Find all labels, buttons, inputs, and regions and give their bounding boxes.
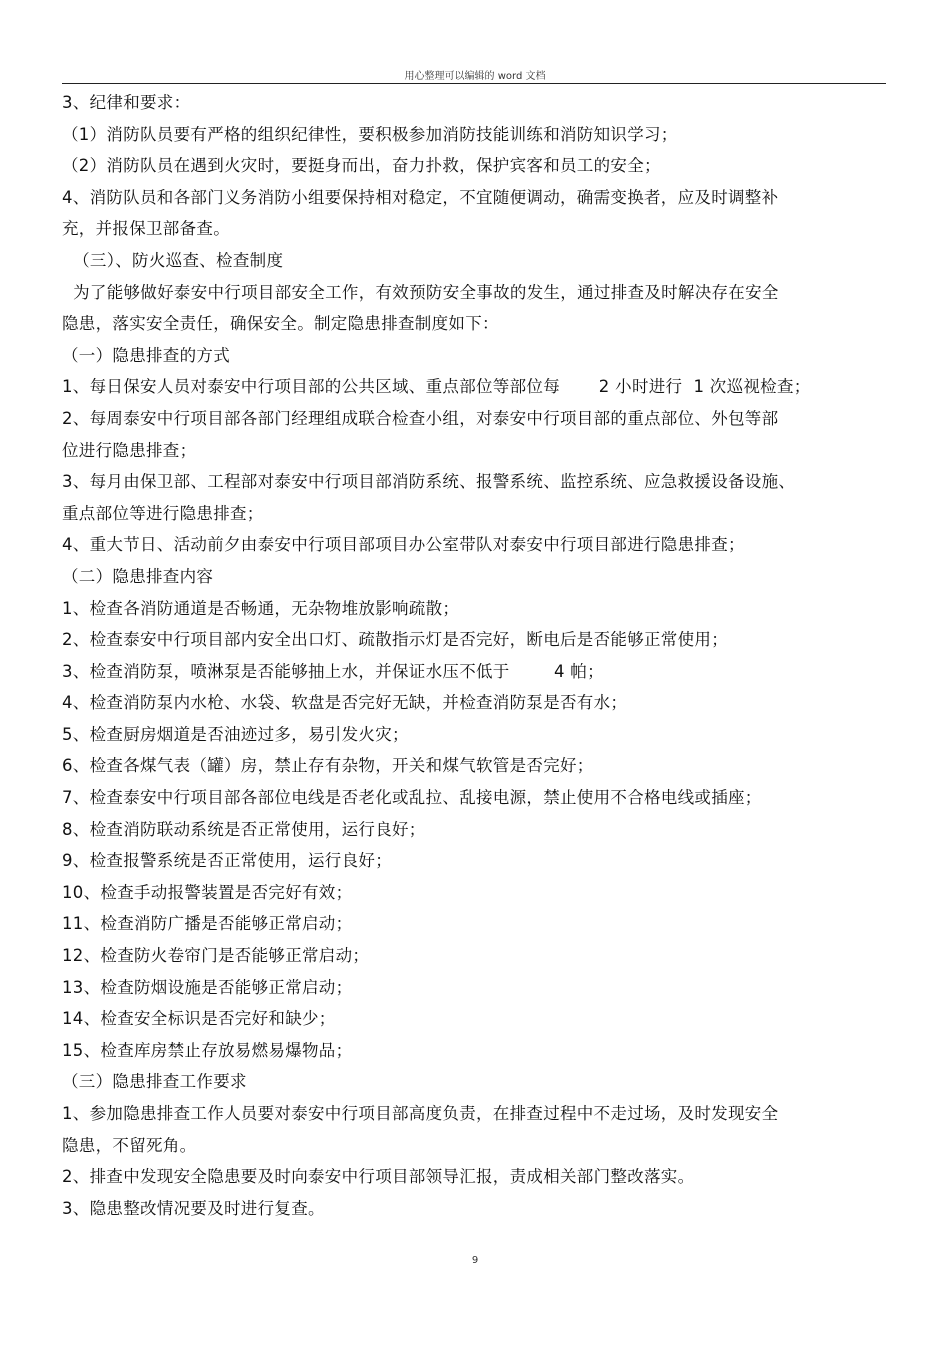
subsection-heading: （三）隐患排查工作要求 — [62, 1072, 247, 1092]
text-line: 3、每月由保卫部、工程部对泰安中行项目部消防系统、报警系统、监控系统、应急救援设备设施、 — [62, 472, 796, 492]
text-line: 12、检查防火卷帘门是否能够正常启动； — [62, 946, 370, 966]
text-line: 位进行隐患排查； — [62, 440, 197, 460]
text-line: （2）消防队员在遇到火灾时，要挺身而出，奋力扑救，保护宾客和员工的安全； — [62, 156, 661, 176]
text-line: 1、每日保安人员对泰安中行项目部的公共区域、重点部位等部位每 2 小时进行 1 次巡视检查； — [62, 377, 811, 397]
text-line: 4、重大节日、活动前夕由泰安中行项目部项目办公室带队对泰安中行项目部进行隐患排查； — [62, 535, 745, 555]
text-line: 为了能够做好泰安中行项目部安全工作，有效预防安全事故的发生，通过排查及时解决存在安全 — [62, 282, 779, 302]
text-line: 4、消防队员和各部门义务消防小组要保持相对稳定，不宜随便调动，确需变换者，应及时调整补 — [62, 187, 779, 207]
text-line: 2、每周泰安中行项目部各部门经理组成联合检查小组，对泰安中行项目部的重点部位、外包等部 — [62, 408, 779, 428]
text-line: 9、检查报警系统是否正常使用，运行良好； — [62, 851, 392, 871]
text-line: 13、检查防烟设施是否能够正常启动； — [62, 977, 353, 997]
document-body — [62, 87, 882, 1224]
text-line: 15、检查库房禁止存放易燃易爆物品； — [62, 1040, 353, 1060]
text-line: 1、检查各消防通道是否畅通，无杂物堆放影响疏散； — [62, 598, 460, 618]
text-line: 4、检查消防泵内水枪、水袋、软盘是否完好无缺，并检查消防泵是否有水； — [62, 693, 628, 713]
text-line: 隐患，落实安全责任，确保安全。制定隐患排查制度如下： — [62, 314, 499, 334]
text-line: 3、检查消防泵，喷淋泵是否能够抽上水，并保证水压不低于 4 帕； — [62, 661, 604, 681]
text-line: 2、检查泰安中行项目部内安全出口灯、疏散指示灯是否完好，断电后是否能够正常使用； — [62, 630, 728, 650]
text-line: 7、检查泰安中行项目部各部位电线是否老化或乱拉、乱接电源，禁止使用不合格电线或插座； — [62, 788, 762, 808]
text-line: 6、检查各煤气表（罐）房，禁止存有杂物，开关和煤气软管是否完好； — [62, 756, 594, 776]
text-line: 5、检查厨房烟道是否油迹过多，易引发火灾； — [62, 724, 409, 744]
text-line: 2、排查中发现安全隐患要及时向泰安中行项目部领导汇报，责成相关部门整改落实。 — [62, 1167, 695, 1187]
text-line: 10、检查手动报警装置是否完好有效； — [62, 882, 353, 902]
text-line: 14、检查安全标识是否完好和缺少； — [62, 1009, 336, 1029]
text-line: 充，并报保卫部备查。 — [62, 219, 230, 239]
text-line: 3、纪律和要求： — [62, 93, 191, 112]
text-line: （1）消防队员要有严格的组织纪律性，要积极参加消防技能训练和消防知识学习； — [62, 124, 678, 144]
text-line: 隐患，不留死角。 — [62, 1135, 197, 1155]
text-line: 1、参加隐患排查工作人员要对泰安中行项目部高度负责，在排查过程中不走过场，及时发现安全 — [62, 1104, 779, 1123]
text-line: 重点部位等进行隐患排查； — [62, 503, 264, 523]
text-line: 8、检查消防联动系统是否正常使用，运行良好； — [62, 819, 426, 839]
text-line: 3、隐患整改情况要及时进行复查。 — [62, 1198, 325, 1218]
text-line: 11、检查消防广播是否能够正常启动； — [62, 914, 353, 934]
header-rule — [62, 83, 886, 84]
subsection-heading: （一）隐患排查的方式 — [62, 345, 230, 365]
subsection-heading: （二）隐患排查内容 — [62, 566, 214, 586]
page-number: 9 — [471, 1255, 479, 1266]
section-heading: （三）、防火巡查、检查制度 — [62, 250, 284, 270]
page-header: 用心整理可以编辑的 word 文档 — [404, 71, 546, 82]
